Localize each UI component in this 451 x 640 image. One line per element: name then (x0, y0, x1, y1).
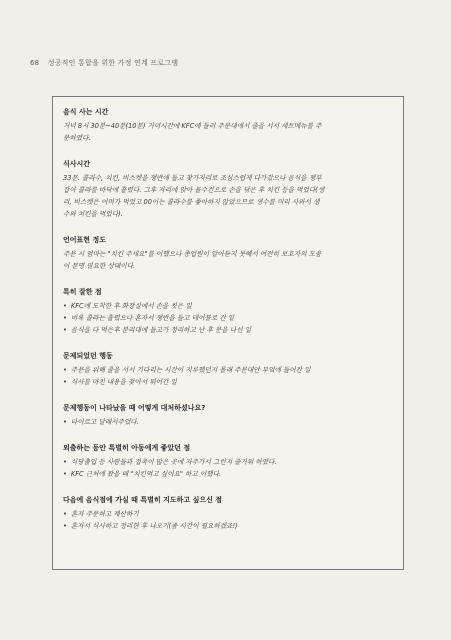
bullet-list (63, 416, 393, 428)
list-item: • 혼자 주문하고 계산하기 (63, 510, 139, 518)
list-item: • 음식을 다 먹은후 분리대에 들고가 정리하고 난 후 문을 나선 일 (63, 326, 252, 334)
section-good-points (63, 443, 393, 480)
bullet-list (63, 456, 393, 480)
answer-line: 리, 비스켓은 어머가 먹었고 00이는 콜라수를 좋아하지 않았으므로 생수를 미리 사와서 생 (63, 198, 320, 206)
section-did-well (63, 287, 393, 336)
section-language (63, 235, 393, 272)
answer-line: 잡아 콜라를 바닥에 흘렸다. 그후 자리에 앉아 물수건으로 손을 닦은 후 치킨 등을 먹었다(생 (63, 186, 325, 194)
record-card (52, 96, 404, 570)
running-title: 성공적인 통합을 위한 가정 연계 프로그램 (47, 59, 179, 67)
section-purchase-time (63, 107, 393, 144)
section-title: 외출하는 동안 특별히 아동에게 좋았던 점 (63, 444, 191, 452)
section-title: 다음에 음식점에 가실 때 특별히 지도하고 싶으신 점 (63, 496, 223, 504)
section-problem-behavior (63, 351, 393, 388)
list-item: • 주문을 위해 줄을 서서 기다리는 시간이 지루했던지 몰래 주문대안 부엌에 들어간 일 (63, 366, 311, 374)
list-item: • 식사를 마친 내용을 찾아서 뛰어간 일 (63, 378, 177, 386)
section-title: 음식 사는 시간 (63, 108, 109, 116)
list-item: • KFC 근처에 왔을 때 "치킨먹고 싶어요" 하고 이했다. (63, 470, 222, 478)
section-title: 식사시간 (63, 160, 91, 168)
section-title: 특히 잘한 점 (63, 288, 102, 296)
answer-line: 수와 치킨을 먹었다). (63, 210, 123, 218)
bullet-list (63, 364, 393, 388)
bullet-list (63, 300, 393, 336)
section-title: 문제되었던 행동 (63, 352, 113, 360)
bullet-list (63, 508, 393, 532)
section-title: 언어표현 정도 (63, 236, 107, 244)
section-meal-time (63, 159, 393, 220)
section-title: 문제행동이 나타났을 때 어떻게 대처하셨나요? (63, 404, 206, 412)
list-item: • 혼자서 식사하고 정리한 후 나오기(좀 시간이 필요하겠죠!) (63, 522, 238, 530)
answer-line: 거녁 8시 30분~40분(10분) 거녁시간에 KFC에 들러 주문대에서 줄을 서서 세트메뉴를 주 (63, 122, 322, 130)
list-item: • 타이르고 달래서주었다. (63, 418, 139, 426)
list-item: • 비록 콜라는 흘렸으나 혼자서 쟁반을 들고 테이블로 간 일 (63, 314, 235, 322)
page-number: 68 (30, 59, 40, 67)
list-item: • KFC에 도착한 후 화장실에서 손을 씻은 일 (63, 302, 192, 310)
list-item: • 식당출입 등 사람들과 접촉이 많은 곳에 자주가서 그런지 즐거워 하였다. (63, 458, 277, 466)
answer-line: 문하였다. (63, 134, 91, 142)
page-header (30, 58, 178, 68)
section-response (63, 403, 393, 428)
answer-line: 33분. 콜라수, 치킨, 비스켓을 쟁반에 들고 찾가자리로 조심스럽게 다가갔으나 음식을 쟁부 (63, 174, 322, 182)
section-next-guidance (63, 495, 393, 532)
answer-line: 이 분명 필요한 상태이다. (63, 262, 136, 270)
answer-line: 주문 시 엄마는 "치킨 주세요"를 이했으나 종업원이 알아듣지 못해서 여전히 보호자의 도움 (63, 250, 322, 258)
